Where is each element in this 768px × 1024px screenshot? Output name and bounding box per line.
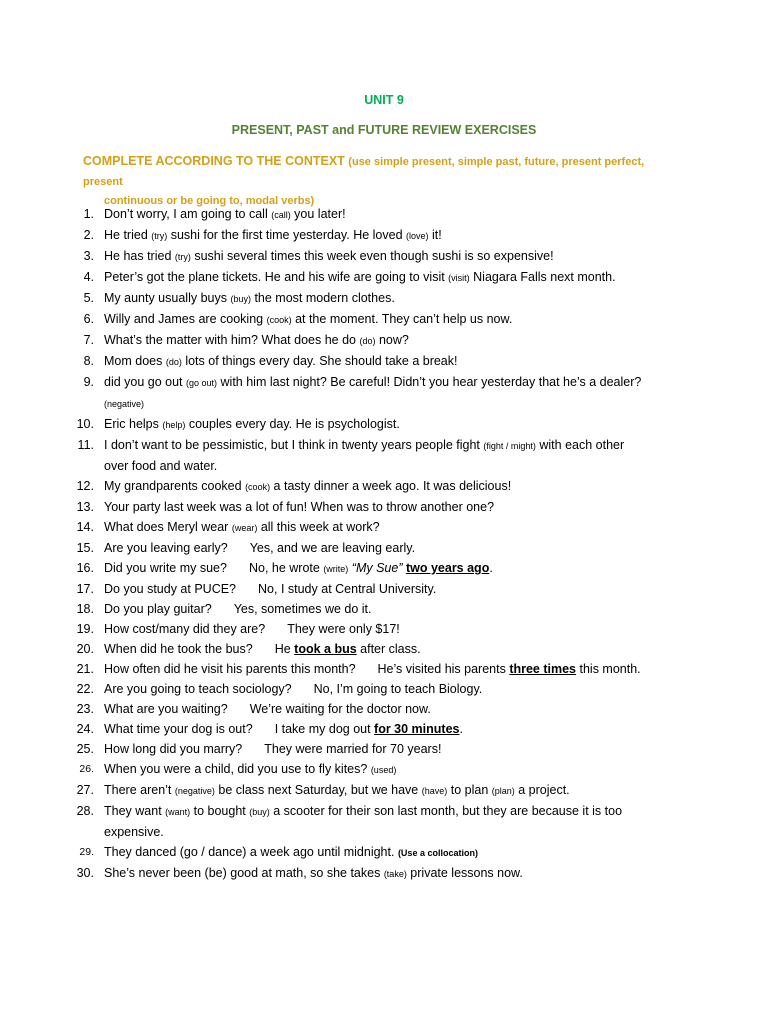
- verb-hint: (cook): [245, 482, 271, 492]
- answer-text: Yes, sometimes we do it.: [233, 602, 372, 616]
- item-text: My aunty usually buys: [104, 291, 231, 305]
- item-text: sushi several times this week even though sushi is so expensive!: [190, 249, 554, 263]
- item-number: 30.: [76, 866, 94, 880]
- verb-hint: (do): [359, 336, 376, 346]
- exercise-item: [0, 759, 768, 780]
- item-text: Mom does: [104, 354, 166, 368]
- item-text: you later!: [290, 207, 346, 221]
- item-text: She’s never been (be) good at math, so she takes: [104, 866, 384, 880]
- verb-hint: (used): [370, 765, 397, 775]
- item-text: Did you write my sue?: [104, 561, 227, 575]
- answer-text: He’s visited his parents: [377, 662, 510, 676]
- item-text: He tried: [104, 228, 152, 242]
- answer-text: They were married for 70 years!: [264, 742, 442, 756]
- item-text: this month.: [576, 662, 641, 676]
- item-text: at the moment. They can’t help us now.: [291, 312, 513, 326]
- exercise-item: [0, 476, 768, 497]
- item-text: What’s the matter with him? What does he do: [104, 333, 360, 347]
- verb-hint: (cook): [266, 315, 292, 325]
- verb-hint: (visit): [448, 273, 470, 283]
- item-text: a scooter for their son last month, but they are because it is too: [269, 804, 623, 818]
- verb-hint: (have): [421, 786, 448, 796]
- item-text: now?: [375, 333, 409, 347]
- item-text: What are you waiting?: [104, 702, 228, 716]
- exercise-item: [0, 842, 768, 863]
- item-text: I don’t want to be pessimistic, but I think in twenty years people fight: [104, 438, 484, 452]
- exercise-item: [0, 288, 768, 309]
- exercise-item: [0, 330, 768, 351]
- item-text: Your party last week was a lot of fun! When was to throw another one?: [104, 500, 495, 514]
- verb-hint: (buy): [249, 807, 270, 817]
- underlined-answer: two years ago: [405, 561, 490, 575]
- exercise-item: [0, 679, 768, 699]
- item-text: When did he took the bus?: [104, 642, 253, 656]
- answer-text: We’re waiting for the doctor now.: [249, 702, 431, 716]
- item-number: 7.: [83, 333, 94, 347]
- item-text: Don’t worry, I am going to call: [104, 207, 272, 221]
- item-number: 11.: [77, 438, 94, 452]
- exercise-item: [0, 780, 768, 801]
- exercise-item: [0, 435, 768, 476]
- exercise-item: [0, 659, 768, 679]
- item-number: 29.: [79, 846, 94, 858]
- exercise-item: [0, 267, 768, 288]
- instruction: [83, 152, 683, 211]
- item-text: with each other: [535, 438, 625, 452]
- item-text: How often did he visit his parents this month?: [104, 662, 356, 676]
- exercise-item: [0, 497, 768, 517]
- item-number: 1.: [83, 207, 94, 221]
- verb-hint: (help): [162, 420, 186, 430]
- exercise-item: [0, 225, 768, 246]
- item-text: There aren’t: [104, 783, 175, 797]
- exercise-item: [0, 372, 768, 414]
- item-number: 10.: [76, 417, 94, 431]
- item-text: Peter’s got the plane tickets. He and his wife are going to visit: [104, 270, 449, 284]
- item-text: Are you going to teach sociology?: [104, 682, 292, 696]
- verb-hint: (fight / might): [483, 441, 536, 451]
- exercise-item: [0, 309, 768, 330]
- item-number: 17.: [76, 582, 94, 596]
- item-number: 12.: [76, 479, 94, 493]
- item-number: 25.: [76, 742, 94, 756]
- verb-hint: (try): [151, 231, 168, 241]
- item-text: How cost/many did they are?: [104, 622, 266, 636]
- exercise-item: [0, 639, 768, 659]
- item-text: When you were a child, did you use to fly kites?: [104, 762, 371, 776]
- answer-text: No, he wrote: [248, 561, 324, 575]
- item-number: 13.: [76, 500, 94, 514]
- item-number: 8.: [83, 354, 94, 368]
- item-number: 24.: [76, 722, 94, 736]
- answer-text: Yes, and we are leaving early.: [249, 541, 416, 555]
- item-text: .: [459, 722, 463, 736]
- unit-title: UNIT 9: [364, 93, 404, 107]
- exercise-item: [0, 599, 768, 619]
- item-text: all this week at work?: [257, 520, 380, 534]
- item-number: 16.: [76, 561, 94, 575]
- verb-hint: (write): [323, 564, 349, 574]
- item-number: 14.: [76, 520, 94, 534]
- item-text: lots of things every day. She should take a break!: [181, 354, 458, 368]
- item-number: 2.: [83, 228, 94, 242]
- verb-hint: (Use a collocation): [397, 848, 478, 858]
- item-text: Do you study at PUCE?: [104, 582, 237, 596]
- exercise-item: [0, 739, 768, 759]
- verb-hint: (negative): [174, 786, 215, 796]
- item-text: be class next Saturday, but we have: [214, 783, 422, 797]
- item-text: Are you leaving early?: [104, 541, 228, 555]
- item-text: sushi for the first time yesterday. He loved: [167, 228, 407, 242]
- item-text: What does Meryl wear: [104, 520, 232, 534]
- verb-hint: (take): [383, 869, 407, 879]
- instruction-heading: COMPLETE ACCORDING TO THE CONTEXT: [83, 154, 345, 168]
- exercise-item: [0, 558, 768, 579]
- item-text: to plan: [447, 783, 492, 797]
- exercise-item: [0, 863, 768, 884]
- verb-hint: (want): [165, 807, 191, 817]
- exercise-item: [0, 801, 768, 842]
- item-number: 26.: [79, 763, 94, 775]
- answer-text: He: [274, 642, 295, 656]
- verb-hint: (do): [165, 357, 182, 367]
- verb-hint: (try): [174, 252, 191, 262]
- item-number: 23.: [76, 702, 94, 716]
- item-text: a project.: [514, 783, 570, 797]
- instruction-note-line1: (use simple present, simple past, future, present perfect, present: [83, 156, 645, 188]
- item-text: did you go out: [104, 375, 187, 389]
- item-number: 3.: [83, 249, 94, 263]
- item-text: the most modern clothes.: [250, 291, 395, 305]
- exercise-item: [0, 538, 768, 558]
- exercise-item: [0, 517, 768, 538]
- item-number: 15.: [76, 541, 94, 555]
- exercise-list: [0, 204, 768, 884]
- item-text: Niagara Falls next month.: [469, 270, 616, 284]
- exercise-item: [0, 579, 768, 599]
- item-text: private lessons now.: [406, 866, 523, 880]
- item-text-continued: expensive.: [104, 825, 164, 839]
- item-text: They want: [104, 804, 166, 818]
- item-text: after class.: [356, 642, 421, 656]
- exercise-item: [0, 619, 768, 639]
- answer-text: They were only $17!: [287, 622, 400, 636]
- answer-text: No, I’m going to teach Biology.: [313, 682, 483, 696]
- exercise-item: [0, 351, 768, 372]
- item-number: 9.: [83, 375, 94, 389]
- verb-hint: (plan): [491, 786, 515, 796]
- item-number: 22.: [76, 682, 94, 696]
- verb-hint: (go out): [186, 378, 218, 388]
- item-number: 28.: [76, 804, 94, 818]
- item-text: They danced (go / dance) a week ago until midnight.: [104, 845, 398, 859]
- item-text: Willy and James are cooking: [104, 312, 267, 326]
- answer-text: I take my dog out: [274, 722, 375, 736]
- verb-hint: (negative): [104, 399, 145, 409]
- item-text: it!: [428, 228, 442, 242]
- verb-hint: (love): [406, 231, 429, 241]
- instruction-note-line2: continuous or be going to, modal verbs): [104, 195, 315, 207]
- item-text: My grandparents cooked: [104, 479, 246, 493]
- item-text-continued: over food and water.: [104, 459, 218, 473]
- verb-hint: (buy): [230, 294, 251, 304]
- exercise-item: [0, 699, 768, 719]
- item-text: He has tried: [104, 249, 175, 263]
- item-number: 27.: [76, 783, 94, 797]
- item-number: 6.: [83, 312, 94, 326]
- quoted-title: “My Sue”: [348, 561, 406, 575]
- verb-hint: (wear): [231, 523, 258, 533]
- item-number: 5.: [83, 291, 94, 305]
- underlined-answer: for 30 minutes: [374, 722, 460, 736]
- item-number: 19.: [76, 622, 94, 636]
- underlined-answer: took a bus: [294, 642, 357, 656]
- underlined-answer: three times: [509, 662, 577, 676]
- verb-hint: (call): [271, 210, 291, 220]
- item-text: .: [489, 561, 493, 575]
- item-text: with him last night? Be careful! Didn’t you hear yesterday that he’s a dealer?: [217, 375, 642, 389]
- item-text: Eric helps: [104, 417, 163, 431]
- exercise-item: [0, 204, 768, 225]
- item-number: 21.: [76, 662, 94, 676]
- item-number: 18.: [76, 602, 94, 616]
- item-number: 4.: [83, 270, 94, 284]
- item-text: to bought: [190, 804, 250, 818]
- answer-text: No, I study at Central University.: [258, 582, 437, 596]
- item-text: How long did you marry?: [104, 742, 243, 756]
- item-text: a tasty dinner a week ago. It was delicious!: [270, 479, 512, 493]
- item-text: What time your dog is out?: [104, 722, 253, 736]
- item-text: couples every day. He is psychologist.: [185, 417, 400, 431]
- exercise-item: [0, 246, 768, 267]
- item-number: 20.: [76, 642, 94, 656]
- exercise-item: [0, 719, 768, 739]
- exercise-subtitle: PRESENT, PAST and FUTURE REVIEW EXERCISES: [231, 123, 537, 137]
- exercise-item: [0, 414, 768, 435]
- item-text: Do you play guitar?: [104, 602, 212, 616]
